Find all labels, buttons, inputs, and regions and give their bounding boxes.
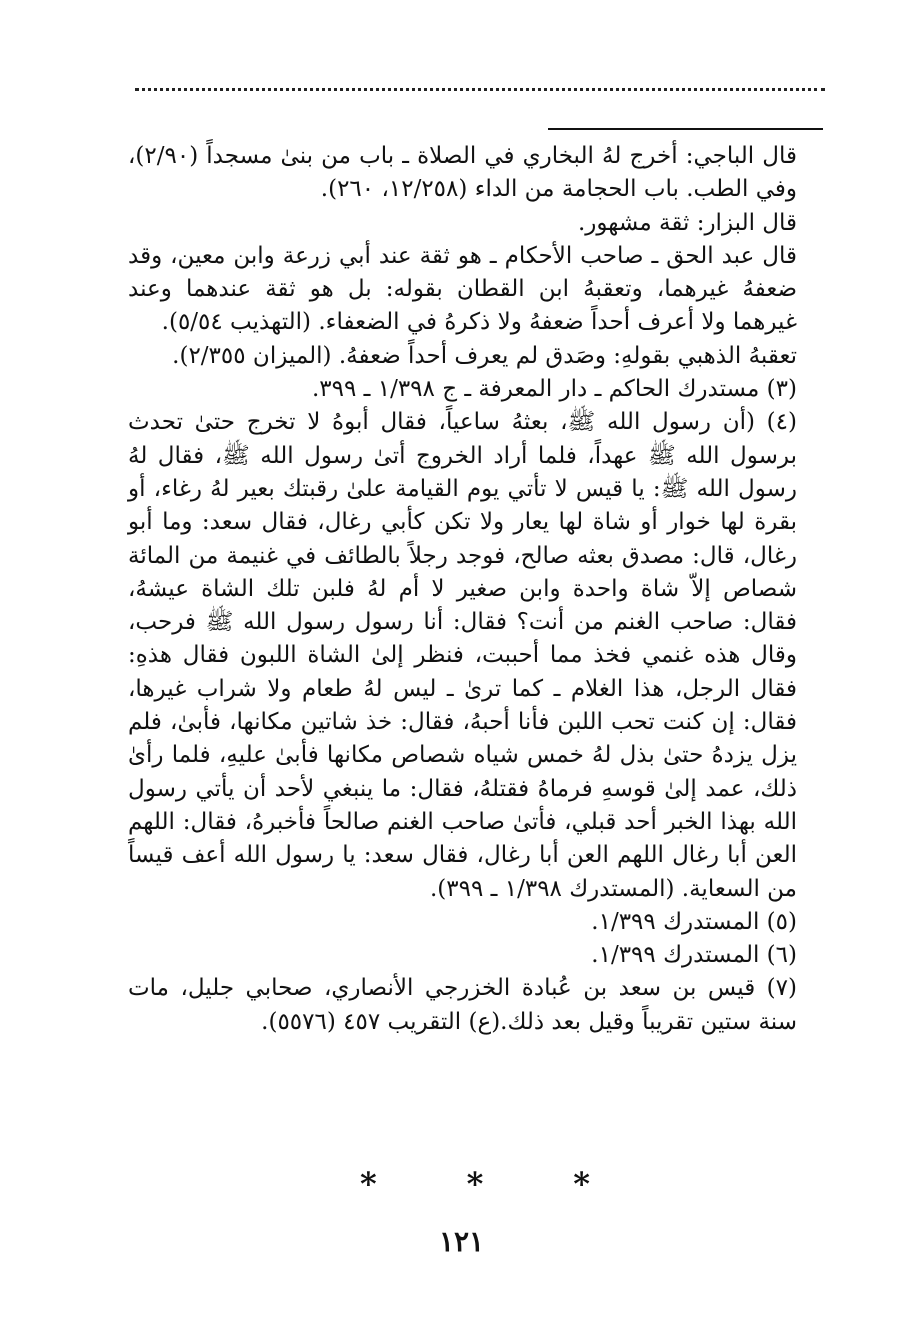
dotted-separator bbox=[135, 88, 825, 98]
footnote-paragraph: (٧) قيس بن سعد بن عُبادة الخزرجي الأنصاري، صحابي جليل، مات سنة ستين تقريباً وقيل بعد ذلك.(ع) التقريب ٤٥٧ (٥٥٧٦). bbox=[128, 975, 797, 1035]
footnote-paragraph: (٦) المستدرك ١/٣٩٩. bbox=[591, 942, 797, 969]
footnote-paragraph: (٤) (أن رسول الله ﷺ، بعثهُ ساعياً، فقال أبوهُ لا تخرج حتىٰ تحدث برسول الله ﷺ عهداً، فلما أراد الخروج أتىٰ رسول الله ﷺ، فقال لهُ رسول الله ﷺ: يا قيس لا تأتي يوم القيامة علىٰ رقبتك بعير لهُ رغاء، أو بقرة لها خوار أو شاة لها يعار ولا تكن كأبي رغال، فقال سعد: وما أبو رغال، قال: مصدق بعثه صالح، فوجد رجلاً بالطائف في غنيمة من المائة شصاص إلاّ شاة واحدة وابن صغير لا أم لهُ فلبن تلك الشاة عيشهُ، فقال: صاحب الغنم من أنت؟ فقال: أنا رسول رسول الله ﷺ فرحب، وقال هذه غنمي فخذ مما أحببت، فنظر إلىٰ الشاة اللبون فقال هذهِ: فقال الرجل، هذا الغلام ـ كما ترىٰ ـ ليس لهُ طعام ولا شراب غيرها، فقال: إن كنت تحب اللبن فأنا أحبهُ، فقال: خذ شاتين مكانها، فأبىٰ، فلم يزل يزدهُ حتىٰ بذل لهُ خمس شياه شصاص مكانها فأبىٰ عليهِ، فلما رأىٰ ذلك، عمد إلىٰ قوسهِ فرماهُ فقتلهُ، فقال: ما ينبغي لأحد أن يأتي رسول الله بهذا الخبر أحد قبلي، فأتىٰ صاحب الغنم صالحاً فأخبرهُ، فقال: اللهم العن أبا رغال اللهم العن أبا رغال، فقال سعد: يا رسول الله أعف قيساً من السعاية. (المستدرك ١/٣٩٨ ـ ٣٩٩). bbox=[128, 409, 797, 902]
footnote-paragraph: تعقبهُ الذهبي بقولهِ: وصَدق لم يعرف أحداً ضعفهُ. (الميزان ٢/٣٥٥). bbox=[172, 342, 797, 369]
page-number: ١٢١ bbox=[438, 1225, 485, 1258]
star-ornament: * bbox=[466, 1165, 484, 1203]
star-ornament: * bbox=[573, 1165, 590, 1203]
footnote-paragraph: قال الباجي: أخرج لهُ البخاري في الصلاة ـ باب من بنىٰ مسجداً (٢/٩٠)، وفي الطب. باب الحجامة من الداء (١٢/٢٥٨، ٢٦٠). bbox=[128, 143, 797, 203]
footnote-rule bbox=[548, 128, 823, 130]
footnote-paragraph: قال عبد الحق ـ صاحب الأحكام ـ هو ثقة عند أبي زرعة وابن معين، وقد ضعفهُ غيرهما، وتعقبهُ ابن القطان بقوله: بل هو ثقة عندهما وعند غيرهما ولا أعرف أحداً ضعفهُ ولا ذكرهُ في الضعفاء. (التهذيب ٥/٥٤). bbox=[128, 242, 797, 336]
end-stars-ornament bbox=[360, 1165, 590, 1203]
footnote-paragraph: (٥) المستدرك ١/٣٩٩. bbox=[591, 908, 797, 935]
star-ornament: * bbox=[360, 1165, 377, 1203]
footnote-paragraph: (٣) مستدرك الحاكم ـ دار المعرفة ـ ج ١/٣٩٨ ـ ٣٩٩. bbox=[311, 376, 797, 403]
footnote-paragraph: قال البزار: ثقة مشهور. bbox=[577, 209, 797, 236]
footnotes-block bbox=[128, 140, 823, 1039]
